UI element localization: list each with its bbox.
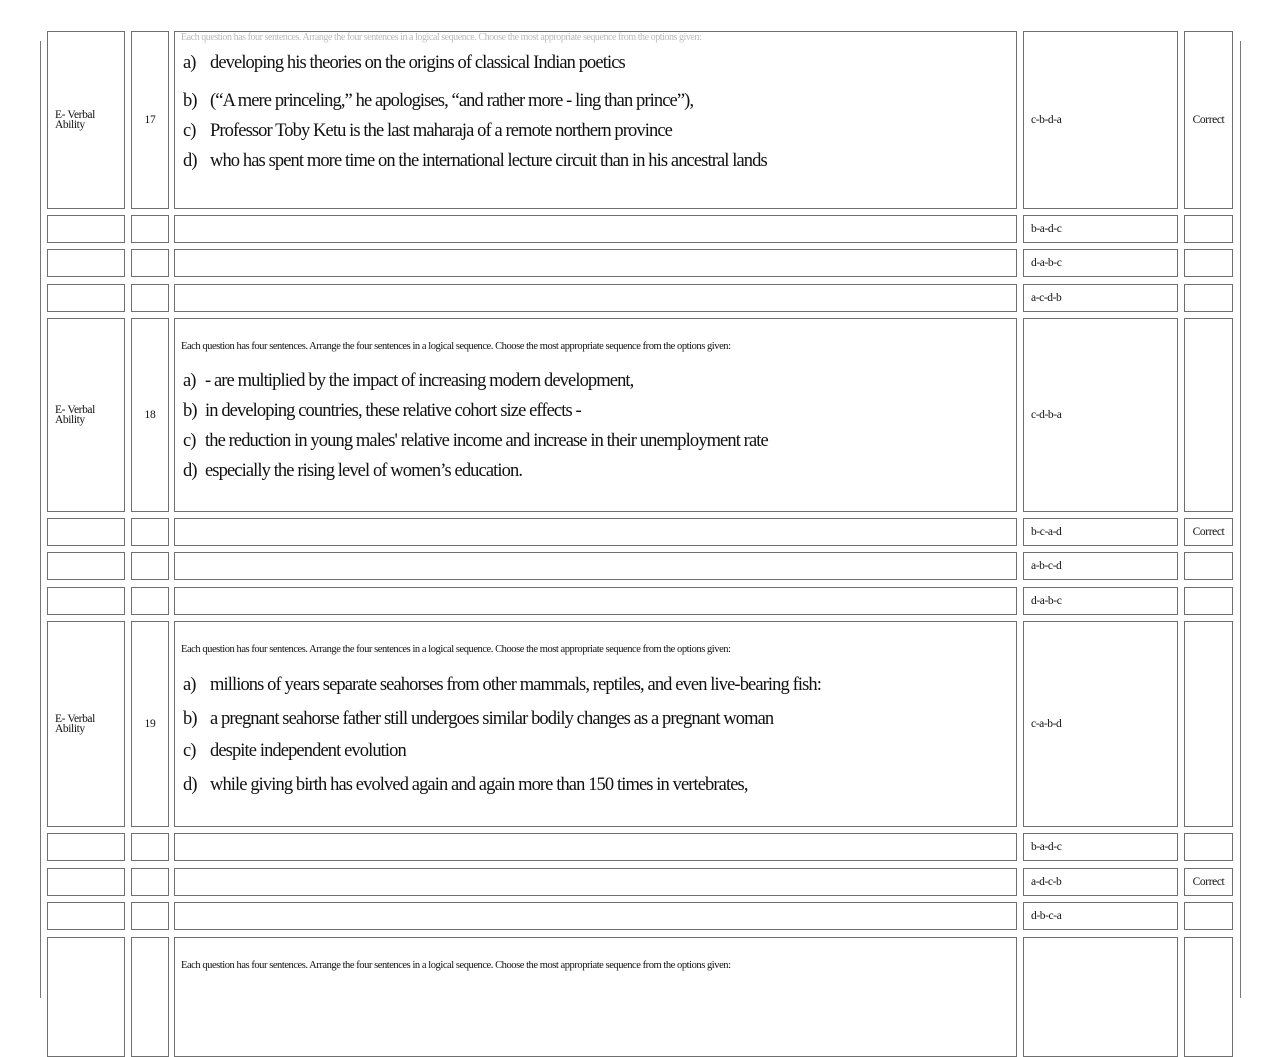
empty-cell (47, 868, 125, 896)
result-cell (1184, 868, 1233, 896)
sentence-line: d) who has spent more time on the international lecture circuit than in his ancestral lands (183, 151, 767, 171)
section-label: E- Verbal Ability (55, 404, 95, 426)
result-status: Correct (1192, 114, 1225, 126)
sentence-line: a) millions of years separate seahorses from other mammals, reptiles, and even live-bearing fish: (183, 675, 821, 695)
question-number: 17 (144, 114, 156, 126)
empty-cell (174, 518, 1017, 546)
empty-cell (47, 249, 125, 277)
question-text-cell (174, 318, 1017, 512)
result-cell (1184, 833, 1233, 861)
question-instruction: Each question has four sentences. Arrange the four sentences in a logical sequence. Choose the most appropriate sequence from the options given: (181, 960, 731, 971)
result-cell (1184, 518, 1233, 546)
empty-cell (47, 284, 125, 312)
option-cell: a-c-d-b (1023, 284, 1178, 312)
option-cell: b-a-d-c (1023, 215, 1178, 243)
option-cell: b-c-a-d (1023, 518, 1178, 546)
result-cell (1184, 552, 1233, 580)
sentence-line: a) developing his theories on the origins of classical Indian poetics (183, 53, 625, 73)
empty-cell (174, 552, 1017, 580)
result-status: Correct (1192, 526, 1225, 538)
question-text-cell (174, 937, 1017, 1057)
empty-cell (47, 518, 125, 546)
result-cell (1184, 284, 1233, 312)
option-cell (1023, 937, 1178, 1057)
empty-cell (47, 215, 125, 243)
question-text-cell (174, 621, 1017, 827)
empty-cell (47, 552, 125, 580)
sentence-line: c) despite independent evolution (183, 741, 406, 761)
empty-cell (131, 249, 169, 277)
empty-cell (131, 215, 169, 243)
option-cell: c-b-d-a (1023, 31, 1178, 209)
sentence-line: b) a pregnant seahorse father still undergoes similar bodily changes as a pregnant woman (183, 709, 774, 729)
empty-cell (174, 868, 1017, 896)
option-cell: d-a-b-c (1023, 587, 1178, 615)
empty-cell (131, 518, 169, 546)
question-number-cell (131, 937, 169, 1057)
option-cell: c-a-b-d (1023, 621, 1178, 827)
result-cell (1184, 249, 1233, 277)
result-cell (1184, 31, 1233, 209)
result-cell (1184, 902, 1233, 930)
question-instruction: Each question has four sentences. Arrange the four sentences in a logical sequence. Choose the most appropriate sequence from the options given: (181, 32, 702, 43)
empty-cell (131, 587, 169, 615)
result-cell (1184, 587, 1233, 615)
option-cell: d-b-c-a (1023, 902, 1178, 930)
sentence-line: c) the reduction in young males' relative income and increase in their unemployment rate (183, 431, 768, 451)
question-text-cell (174, 31, 1017, 209)
option-cell: a-b-c-d (1023, 552, 1178, 580)
section-cell (47, 937, 125, 1057)
question-number-cell (131, 31, 169, 209)
answer-sheet-table (40, 32, 1241, 998)
section-cell (47, 318, 125, 512)
sentence-line: c) Professor Toby Ketu is the last maharaja of a remote northern province (183, 121, 672, 141)
empty-cell (174, 902, 1017, 930)
question-number: 19 (144, 718, 156, 730)
question-instruction: Each question has four sentences. Arrange the four sentences in a logical sequence. Choose the most appropriate sequence from the options given: (181, 341, 731, 352)
section-label: E- Verbal Ability (55, 109, 95, 131)
empty-cell (174, 833, 1017, 861)
empty-cell (174, 249, 1017, 277)
question-instruction: Each question has four sentences. Arrange the four sentences in a logical sequence. Choose the most appropriate sequence from the options given: (181, 644, 731, 655)
empty-cell (131, 902, 169, 930)
question-number: 18 (144, 409, 156, 421)
sentence-line: b) in developing countries, these relative cohort size effects - (183, 401, 581, 421)
option-cell: b-a-d-c (1023, 833, 1178, 861)
sentence-line: d) especially the rising level of women’s education. (183, 461, 523, 481)
section-cell (47, 31, 125, 209)
result-status: Correct (1192, 876, 1225, 888)
sentence-line: d) while giving birth has evolved again and again more than 150 times in vertebrates, (183, 775, 748, 795)
result-cell (1184, 318, 1233, 512)
section-cell (47, 621, 125, 827)
option-cell: a-d-c-b (1023, 868, 1178, 896)
sentence-line: a) - are multiplied by the impact of increasing modern development, (183, 371, 634, 391)
result-cell (1184, 937, 1233, 1057)
option-cell: c-d-b-a (1023, 318, 1178, 512)
empty-cell (131, 552, 169, 580)
section-label: E- Verbal Ability (55, 713, 95, 735)
empty-cell (174, 587, 1017, 615)
empty-cell (131, 284, 169, 312)
empty-cell (131, 868, 169, 896)
result-cell (1184, 215, 1233, 243)
empty-cell (131, 833, 169, 861)
empty-cell (174, 284, 1017, 312)
empty-cell (174, 215, 1017, 243)
question-number-cell (131, 318, 169, 512)
sentence-line: b) (“A mere princeling,” he apologises, “and rather more - ling than prince”), (183, 91, 694, 111)
result-cell (1184, 621, 1233, 827)
empty-cell (47, 833, 125, 861)
question-number-cell (131, 621, 169, 827)
empty-cell (47, 587, 125, 615)
option-cell: d-a-b-c (1023, 249, 1178, 277)
empty-cell (47, 902, 125, 930)
